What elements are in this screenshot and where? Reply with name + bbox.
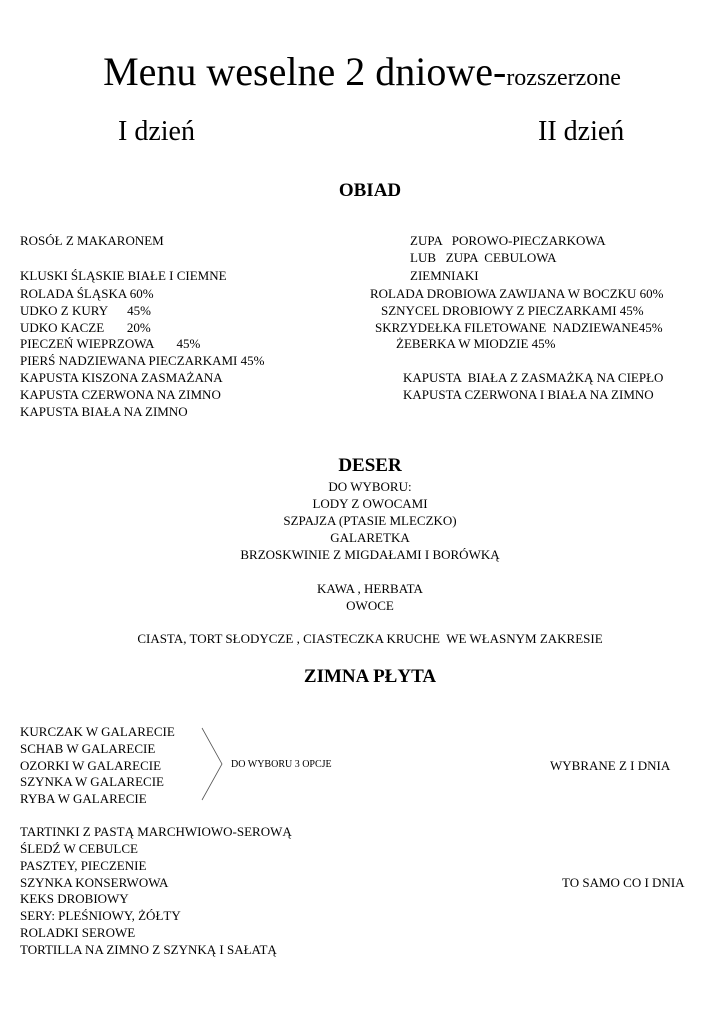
- obiad-right-item: ZIEMNIAKI: [410, 268, 479, 283]
- page-title: [0, 48, 724, 95]
- zimna-heading: ZIMNA PŁYTA: [303, 666, 437, 687]
- deser-line: LODY Z OWOCAMI: [312, 496, 428, 511]
- day1-heading: I dzień: [118, 116, 195, 147]
- choice-note: DO WYBORU 3 OPCJE: [231, 759, 332, 770]
- galarecie-item: OZORKI W GALARECIE: [20, 758, 162, 773]
- obiad-left-item: KAPUSTA KISZONA ZASMAŻANA: [20, 370, 223, 385]
- choice-bracket: [200, 727, 224, 801]
- zimna-item: ROLADKI SEROWE: [20, 925, 136, 940]
- deser-line: GALARETKA: [330, 530, 410, 545]
- drinks-line: KAWA , HERBATA: [317, 581, 423, 596]
- obiad-right-item: ŻEBERKA W MIODZIE 45%: [396, 336, 556, 351]
- zimna-item: TARTINKI Z PASTĄ MARCHWIOWO-SEROWĄ: [20, 824, 292, 839]
- obiad-left-item: PIERŚ NADZIEWANA PIECZARKAMI 45%: [20, 353, 265, 368]
- title-main: Menu weselne 2 dniowe-: [103, 49, 507, 94]
- galarecie-item: SZYNKA W GALARECIE: [20, 774, 164, 789]
- obiad-left-item: UDKO KACZE 20%: [20, 320, 151, 335]
- deser-line: BRZOSKWINIE Z MIGDAŁAMI I BORÓWKĄ: [240, 547, 500, 562]
- obiad-left-item: KAPUSTA BIAŁA NA ZIMNO: [20, 404, 188, 419]
- obiad-left-item: KAPUSTA CZERWONA NA ZIMNO: [20, 387, 221, 402]
- zimna-item: SZYNKA KONSERWOWA: [20, 875, 169, 890]
- obiad-left-item: KLUSKI ŚLĄSKIE BIAŁE I CIEMNE: [20, 268, 227, 283]
- zimna-item: PASZTEY, PIECZENIE: [20, 858, 147, 873]
- obiad-right-item: KAPUSTA BIAŁA Z ZASMAŻKĄ NA CIEPŁO: [403, 370, 664, 385]
- deser-line: SZPAJZA (PTASIE MLECZKO): [283, 513, 457, 528]
- obiad-right-item: SKRZYDEŁKA FILETOWANE NADZIEWANE45%: [375, 320, 663, 335]
- day2-heading: II dzień: [538, 116, 625, 147]
- galarecie-item: SCHAB W GALARECIE: [20, 741, 156, 756]
- obiad-left-item: ROSÓŁ Z MAKARONEM: [20, 233, 164, 248]
- drinks-line: OWOCE: [346, 598, 394, 613]
- deser-line: DO WYBORU:: [328, 479, 412, 494]
- day2-note-selected: WYBRANE Z I DNIA: [550, 758, 671, 773]
- obiad-right-item: ROLADA DROBIOWA ZAWIJANA W BOCZKU 60%: [370, 286, 664, 301]
- obiad-left-item: ROLADA ŚLĄSKA 60%: [20, 286, 154, 301]
- galarecie-item: RYBA W GALARECIE: [20, 791, 147, 806]
- title-suffix: rozszerzone: [506, 65, 621, 91]
- cakes-line: CIASTA, TORT SŁODYCZE , CIASTECZKA KRUCHE WE WŁASNYM ZAKRESIE: [137, 631, 603, 646]
- zimna-item: ŚLEDŹ W CEBULCE: [20, 841, 138, 856]
- deser-heading: DESER: [338, 455, 402, 476]
- day2-note-same: TO SAMO CO I DNIA: [562, 875, 685, 890]
- zimna-item: SERY: PLEŚNIOWY, ŻÓŁTY: [20, 908, 181, 923]
- zimna-item: TORTILLA NA ZIMNO Z SZYNKĄ I SAŁATĄ: [20, 942, 277, 957]
- obiad-right-item: SZNYCEL DROBIOWY Z PIECZARKAMI 45%: [381, 303, 644, 318]
- galarecie-item: KURCZAK W GALARECIE: [20, 724, 175, 739]
- obiad-right-item: ZUPA POROWO-PIECZARKOWA: [410, 233, 606, 248]
- obiad-right-item: KAPUSTA CZERWONA I BIAŁA NA ZIMNO: [403, 387, 654, 402]
- obiad-right-item: LUB ZUPA CEBULOWA: [410, 250, 557, 265]
- zimna-item: KEKS DROBIOWY: [20, 891, 129, 906]
- obiad-heading: OBIAD: [338, 180, 402, 201]
- obiad-left-item: PIECZEŃ WIEPRZOWA 45%: [20, 336, 201, 351]
- obiad-left-item: UDKO Z KURY 45%: [20, 303, 151, 318]
